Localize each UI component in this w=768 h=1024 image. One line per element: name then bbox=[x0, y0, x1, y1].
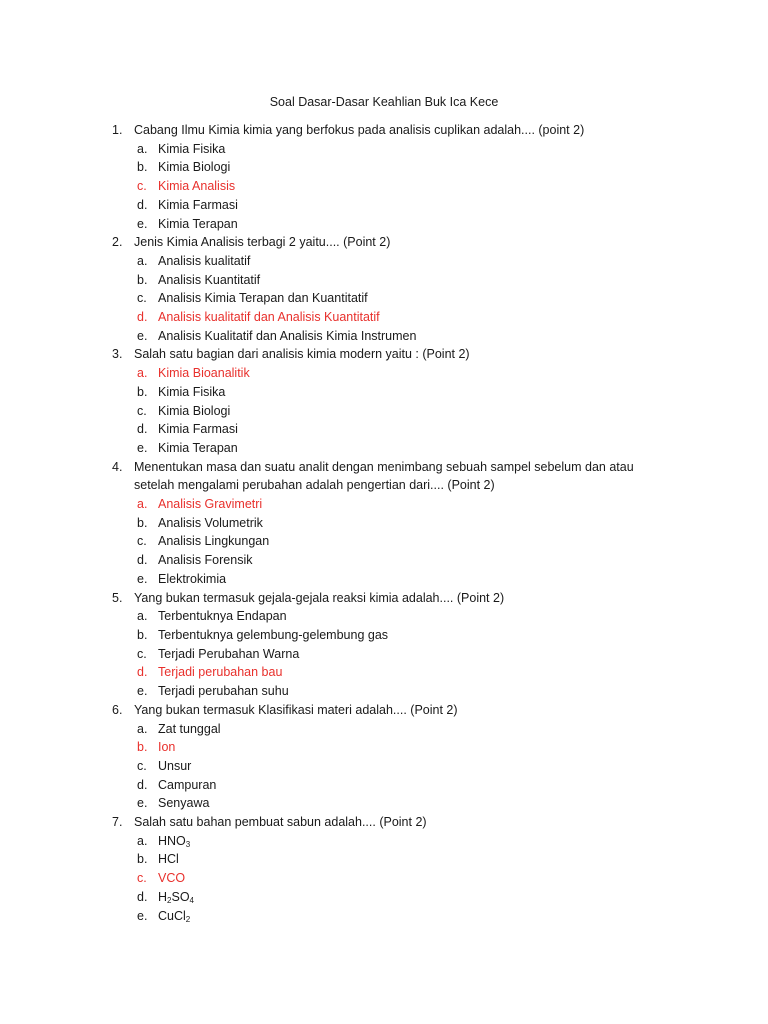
option-subscript: 3 bbox=[185, 839, 191, 849]
option-letter: d. bbox=[137, 310, 148, 325]
option-letter: c. bbox=[137, 534, 147, 549]
option-5c bbox=[112, 645, 672, 664]
option-letter: c. bbox=[137, 646, 147, 661]
option-4c bbox=[112, 532, 672, 551]
question-text: Salah satu bagian dari analisis kimia modern yaitu : (Point 2) bbox=[134, 347, 470, 362]
document-title: Soal Dasar-Dasar Keahlian Buk Ica Kece bbox=[269, 95, 499, 109]
option-3c bbox=[112, 402, 672, 421]
question-number: 2. bbox=[112, 235, 123, 250]
option-text: Analisis Volumetrik bbox=[158, 515, 263, 530]
option-letter: a. bbox=[137, 833, 148, 848]
question-text: Salah satu bahan pembuat sabun adalah.... (Point 2) bbox=[134, 815, 427, 830]
option-letter: a. bbox=[137, 609, 148, 624]
option-text: CuCl bbox=[158, 908, 186, 923]
option-letter: e. bbox=[137, 684, 148, 699]
option-2b bbox=[112, 271, 672, 290]
option-4d bbox=[112, 551, 672, 570]
option-letter: d. bbox=[137, 197, 148, 212]
question-number: 5. bbox=[112, 590, 123, 605]
question-text: Cabang Ilmu Kimia kimia yang berfokus pada analisis cuplikan adalah.... (point 2) bbox=[134, 123, 585, 137]
option-3d bbox=[112, 420, 672, 439]
question-text: Jenis Kimia Analisis terbagi 2 yaitu.... (Point 2) bbox=[134, 235, 391, 250]
option-letter: d. bbox=[137, 777, 148, 792]
option-2c bbox=[112, 289, 672, 308]
option-text: Kimia Terapan bbox=[158, 440, 238, 455]
option-text: Kimia Farmasi bbox=[158, 197, 238, 212]
option-text: Kimia Analisis bbox=[158, 179, 236, 194]
option-6b-correct bbox=[112, 738, 672, 757]
option-letter: c. bbox=[137, 871, 147, 886]
option-7e bbox=[112, 907, 672, 926]
option-7c-correct bbox=[112, 869, 672, 888]
option-1e bbox=[112, 215, 672, 234]
option-text: Analisis Gravimetri bbox=[158, 497, 263, 512]
question-4 bbox=[112, 458, 672, 495]
question-text: Yang bukan termasuk gejala-gejala reaksi kimia adalah.... (Point 2) bbox=[134, 590, 505, 605]
option-letter: e. bbox=[137, 796, 148, 811]
option-text: Kimia Biologi bbox=[158, 403, 231, 418]
option-1b bbox=[112, 158, 672, 177]
option-6d bbox=[112, 776, 672, 795]
option-5b bbox=[112, 626, 672, 645]
option-text: Terjadi Perubahan Warna bbox=[158, 646, 300, 661]
option-text: Terbentuknya Endapan bbox=[158, 609, 287, 624]
question-number: 4. bbox=[112, 459, 123, 474]
question-list bbox=[112, 121, 672, 925]
option-7d bbox=[112, 888, 672, 907]
option-letter: a. bbox=[137, 141, 148, 156]
question-text-line-1: Menentukan masa dan suatu analit dengan menimbang sebuah sampel sebelum dan atau bbox=[134, 459, 634, 474]
question-5 bbox=[112, 589, 672, 608]
option-7b bbox=[112, 850, 672, 869]
option-3a-correct bbox=[112, 364, 672, 383]
option-text: Campuran bbox=[158, 777, 217, 792]
option-2e bbox=[112, 327, 672, 346]
option-letter: e. bbox=[137, 328, 148, 343]
option-letter: b. bbox=[137, 160, 148, 175]
option-text: Senyawa bbox=[158, 796, 210, 811]
option-subscript: 2 bbox=[167, 895, 172, 905]
option-letter: a. bbox=[137, 366, 148, 381]
option-letter: c. bbox=[137, 291, 147, 306]
option-letter: a. bbox=[137, 497, 148, 512]
option-text: Ion bbox=[158, 740, 176, 755]
option-letter: b. bbox=[137, 852, 148, 867]
option-4a-correct bbox=[112, 495, 672, 514]
question-number: 3. bbox=[112, 347, 123, 362]
option-text: Elektrokimia bbox=[158, 571, 227, 586]
question-number: 7. bbox=[112, 815, 123, 830]
option-letter: e. bbox=[137, 216, 148, 231]
option-1a bbox=[112, 140, 672, 159]
option-4b bbox=[112, 514, 672, 533]
question-7 bbox=[112, 813, 672, 832]
option-letter: c. bbox=[137, 758, 147, 773]
option-text: Kimia Fisika bbox=[158, 141, 226, 156]
option-2a bbox=[112, 252, 672, 271]
option-text: H bbox=[158, 889, 168, 904]
option-3b bbox=[112, 383, 672, 402]
question-6 bbox=[112, 701, 672, 720]
question-number: 6. bbox=[112, 702, 123, 717]
option-1c-correct bbox=[112, 177, 672, 196]
option-letter: d. bbox=[137, 665, 148, 680]
option-1d bbox=[112, 196, 672, 215]
option-5d-correct bbox=[112, 663, 672, 682]
option-text: Terbentuknya gelembung-gelembung gas bbox=[158, 627, 389, 642]
option-text: Zat tunggal bbox=[158, 721, 221, 736]
option-text: Kimia Fisika bbox=[158, 384, 226, 399]
option-letter: e. bbox=[137, 571, 148, 586]
option-text: VCO bbox=[158, 871, 186, 886]
option-text: Terjadi perubahan bau bbox=[158, 665, 283, 680]
option-6a bbox=[112, 720, 672, 739]
option-text-part-2: SO bbox=[171, 889, 190, 904]
option-text: Analisis Kuantitatif bbox=[158, 272, 261, 287]
option-3e bbox=[112, 439, 672, 458]
option-text: Analisis Forensik bbox=[158, 553, 253, 568]
option-text: Kimia Terapan bbox=[158, 216, 238, 231]
option-subscript-2: 4 bbox=[189, 895, 194, 905]
question-number: 1. bbox=[112, 123, 123, 137]
option-text: Kimia Bioanalitik bbox=[158, 366, 250, 381]
option-letter: e. bbox=[137, 440, 148, 455]
option-letter: b. bbox=[137, 515, 148, 530]
option-5a bbox=[112, 607, 672, 626]
option-letter: d. bbox=[137, 889, 148, 904]
option-text: Kimia Farmasi bbox=[158, 422, 238, 437]
option-text: Analisis Kualitatif dan Analisis Kimia Instrumen bbox=[158, 328, 417, 343]
option-text: HNO bbox=[158, 833, 186, 848]
option-letter: a. bbox=[137, 253, 148, 268]
option-2d-correct bbox=[112, 308, 672, 327]
option-text: Analisis Kimia Terapan dan Kuantitatif bbox=[158, 291, 368, 306]
question-2 bbox=[112, 233, 672, 252]
option-letter: c. bbox=[137, 179, 147, 194]
option-text: Analisis kualitatif bbox=[158, 253, 251, 268]
option-letter: c. bbox=[137, 403, 147, 418]
option-text: HCl bbox=[158, 852, 179, 867]
option-text: Analisis kualitatif dan Analisis Kuantitatif bbox=[158, 310, 380, 325]
question-text: Yang bukan termasuk Klasifikasi materi adalah.... (Point 2) bbox=[134, 702, 458, 717]
option-text: Kimia Biologi bbox=[158, 160, 231, 175]
option-6c bbox=[112, 757, 672, 776]
option-text: Analisis Lingkungan bbox=[158, 534, 270, 549]
option-text: Unsur bbox=[158, 758, 192, 773]
option-letter: e. bbox=[137, 908, 148, 923]
question-3 bbox=[112, 345, 672, 364]
option-7a bbox=[112, 832, 672, 851]
option-letter: b. bbox=[137, 740, 148, 755]
question-1 bbox=[112, 121, 672, 140]
option-4e bbox=[112, 570, 672, 589]
option-letter: d. bbox=[137, 422, 148, 437]
option-letter: b. bbox=[137, 627, 148, 642]
option-5e bbox=[112, 682, 672, 701]
option-letter: b. bbox=[137, 272, 148, 287]
option-text: Terjadi perubahan suhu bbox=[158, 684, 289, 699]
option-subscript: 2 bbox=[185, 914, 191, 924]
option-6e bbox=[112, 794, 672, 813]
option-letter: d. bbox=[137, 553, 148, 568]
option-letter: a. bbox=[137, 721, 148, 736]
option-letter: b. bbox=[137, 384, 148, 399]
question-text-line-2: setelah mengalami perubahan adalah pengertian dari.... (Point 2) bbox=[134, 478, 495, 493]
